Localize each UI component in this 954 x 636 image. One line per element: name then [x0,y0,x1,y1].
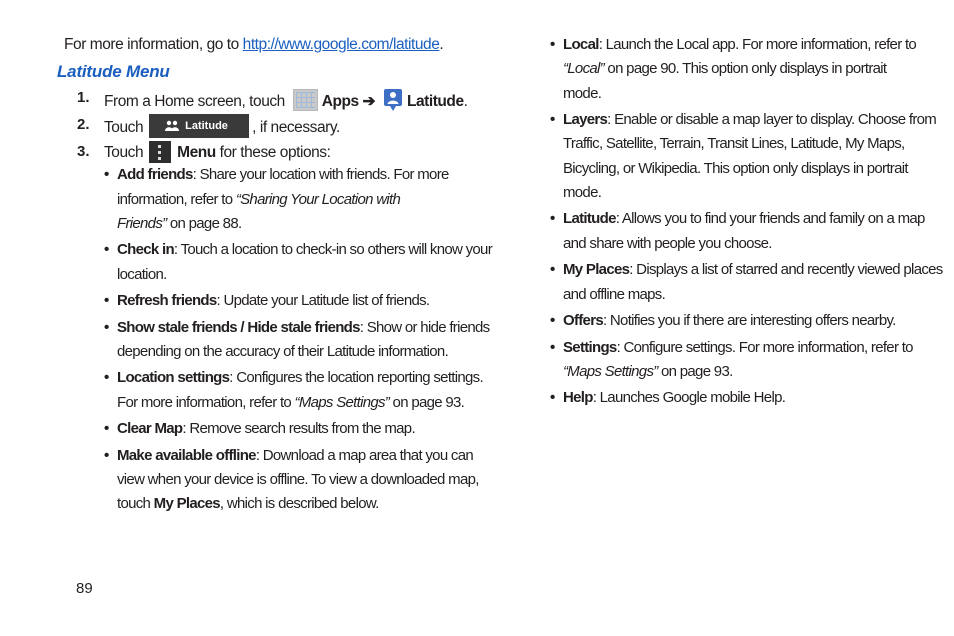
section-heading: Latitude Menu [57,62,170,81]
option-term: Clear Map [117,420,183,437]
option-term: My Places [563,261,630,278]
step-3-text: Touch [104,144,144,161]
option-term: Latitude [563,210,616,227]
step-number: 2. [77,116,90,133]
option-term: Settings [563,339,617,356]
step-1-end: . [463,93,468,110]
latitude-button-image [149,114,249,138]
option-desc: : Configure settings. For more information, refer to [616,339,913,356]
list-item [563,209,925,229]
option-desc: on page 90. This option only displays in portrait [603,60,887,77]
bullet: • [550,210,556,227]
list-item [563,311,896,331]
bullet: • [104,447,110,464]
option-desc: , which is described below. [219,495,379,512]
list-item-continuation [117,190,400,210]
option-desc: touch [117,495,154,512]
list-item [117,446,473,466]
list-item-continuation: Bicycling, or Wikipedia. This option only displays in portrait [563,160,908,177]
list-item-continuation [117,214,241,234]
bullet: • [104,166,110,183]
option-desc: : Displays a list of starred and recently viewed places [629,261,943,278]
bullet: • [550,261,556,278]
list-item [563,260,943,280]
arrow-icon: ➔ [362,93,376,110]
list-item [563,338,913,358]
list-item [563,35,916,55]
bullet: • [550,111,556,128]
step-number: 1. [77,89,90,106]
step-1 [104,88,467,112]
option-desc: : Enable or disable a map layer to display. Choose from [607,111,937,128]
option-desc: on page 93. [389,394,465,411]
option-desc: information, refer to [117,191,236,208]
option-term: My Places [153,495,220,512]
option-desc: on page 88. [166,215,242,232]
bullet: • [104,241,110,258]
option-desc: For more information, refer to [117,394,295,411]
bullet: • [104,319,110,336]
intro-prefix: For more information, go to [64,36,243,53]
list-item-continuation: view when your device is offline. To view a downloaded map, [117,471,479,488]
list-item-continuation: mode. [563,85,602,102]
people-icon [165,120,179,132]
option-desc: : Touch a location to check-in so others will know your [173,241,492,258]
list-item-continuation: and share with people you choose. [563,235,772,252]
list-item [117,240,492,260]
list-item-continuation: Traffic, Satellite, Terrain, Transit Lines, Latitude, My Maps, [563,135,905,152]
step-2-post: , if necessary. [252,119,340,136]
option-desc: : Update your Latitude list of friends. [216,292,430,309]
list-item [563,388,785,408]
bullet: • [550,339,556,356]
option-term: Layers [563,111,608,128]
latitude-icon [383,88,403,112]
option-term: Show stale friends / Hide stale friends [117,319,360,336]
step-3-post: for these options: [215,144,331,161]
latitude-label: Latitude [406,93,464,110]
list-item [117,318,489,338]
option-term: Location settings [117,369,230,386]
option-desc: : Share your location with friends. For more [192,166,449,183]
list-item-continuation: mode. [563,184,602,201]
bullet: • [104,292,110,309]
option-term: Local [563,36,599,53]
apps-grid-icon [293,89,318,111]
bullet: • [104,369,110,386]
page-number: 89 [76,580,93,597]
list-item [563,110,936,130]
list-item-continuation: and offline maps. [563,286,666,303]
list-item-continuation [117,393,464,413]
option-desc: : Download a map area that you can [255,447,474,464]
option-desc: : Configures the location reporting settings. [229,369,483,386]
option-desc: : Launches Google mobile Help. [592,389,786,406]
menu-label: Menu [177,144,216,161]
option-desc: : Show or hide friends [359,319,490,336]
cross-reference: “Maps Settings” [294,394,390,411]
option-desc: : Allows you to find your friends and family on a map [615,210,925,227]
list-item-continuation: depending on the accuracy of their Latitude information. [117,343,449,360]
intro-text [64,35,443,55]
list-item-continuation [117,494,379,514]
step-1-text: From a Home screen, touch [104,93,285,110]
step-2-text: Touch [104,119,144,136]
cross-reference: Friends” [117,215,167,232]
list-item [117,419,415,439]
option-desc: : Remove search results from the map. [182,420,415,437]
option-term: Check in [117,241,174,258]
option-term: Help [563,389,593,406]
latitude-link[interactable]: http://www.google.com/latitude [242,36,440,53]
list-item-continuation: location. [117,266,167,283]
intro-suffix: . [439,36,444,53]
bullet: • [104,420,110,437]
step-3 [104,141,330,163]
option-term: Make available offline [117,447,256,464]
step-2 [104,114,340,138]
list-item-continuation [563,362,733,382]
option-term: Offers [563,312,603,329]
bullet: • [550,36,556,53]
apps-label: Apps [321,93,359,110]
latitude-badge-label: Latitude [185,120,228,132]
list-item-continuation [563,59,886,79]
list-item [117,368,483,388]
list-item [117,165,449,185]
cross-reference: “Maps Settings” [563,363,658,380]
cross-reference: “Sharing Your Location with [235,191,401,208]
option-desc: on page 93. [657,363,733,380]
option-desc: : Launch the Local app. For more information, refer to [598,36,917,53]
list-item [117,291,429,311]
option-term: Add friends [117,166,193,183]
step-number: 3. [77,143,90,160]
option-desc: : Notifies you if there are interesting offers nearby. [602,312,896,329]
menu-icon [149,141,171,163]
bullet: • [550,389,556,406]
cross-reference: “Local” [563,60,604,77]
option-term: Refresh friends [117,292,217,309]
bullet: • [550,312,556,329]
